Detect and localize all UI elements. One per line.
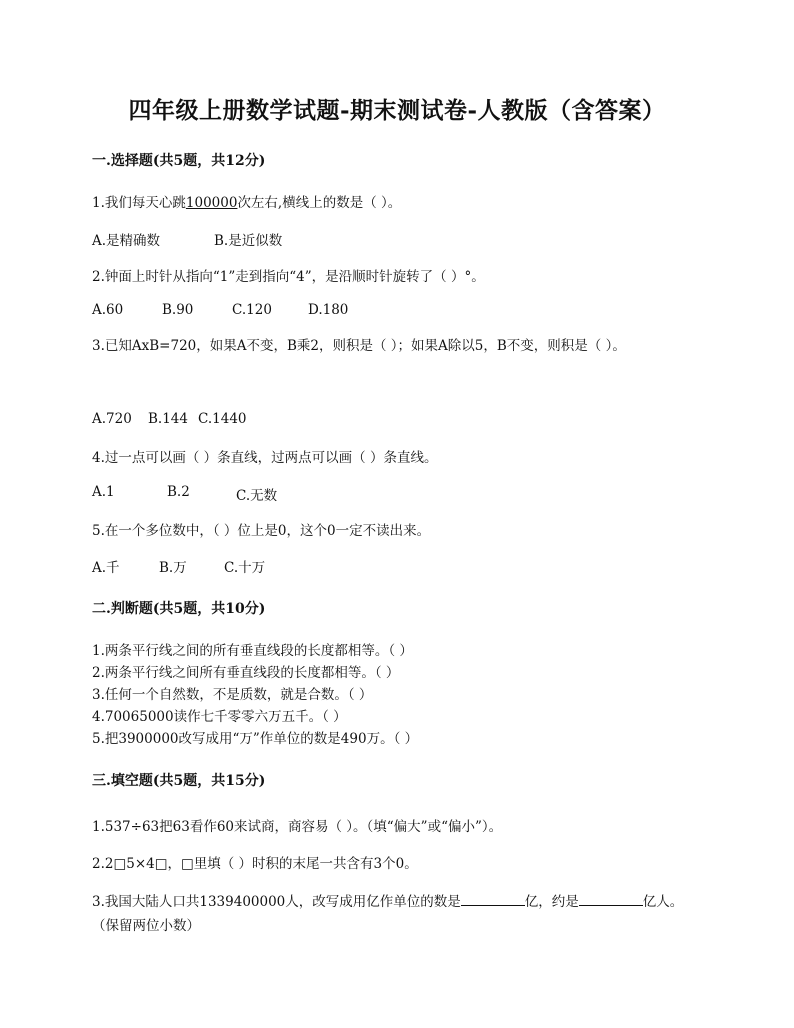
option-a: A.1 [92,484,115,500]
choice-question-1 [92,191,401,211]
choice-question-3: 3.已知AxB=720，如果A不变，B乘2，则积是（ ）；如果A除以5，B不变，则积是（ ）。 [92,338,626,354]
section-heading-fill-blank: 三.填空题(共5题，共15分) [92,773,266,789]
question-text: 亿，约是 [524,894,579,910]
option-b: B.是近似数 [214,233,283,249]
option-a: A.是精确数 [92,233,161,249]
section-heading-choice: 一.选择题(共5题，共12分) [92,153,266,169]
option-c: C.120 [232,302,272,318]
question-text: 3.我国大陆人口共1339400000人，改写成用亿作单位的数是 [92,894,461,910]
choice-question-2: 2.钟面上时针从指向“1”走到指向“4”，是沿顺时针旋转了（ ）°。 [92,269,485,285]
fill-question-3 [92,890,700,938]
question-text: 次左右,横线上的数是（ ）。 [237,195,402,211]
section-heading-judgment: 二.判断题(共5题，共10分) [92,601,266,617]
option-a: A.60 [92,302,124,318]
judgment-item: 2.两条平行线之间所有垂直线段的长度都相等。（ ） [92,665,400,681]
option-b: B.万 [159,560,187,576]
option-d: D.180 [308,302,349,318]
judgment-item: 5.把3900000改写成用“万”作单位的数是490万。（ ） [92,731,419,747]
fill-question-1: 1.537÷63把63看作60来试商，商容易（ ）。（填“偏大”或“偏小”）。 [92,819,503,835]
option-c: C.1440 [198,411,247,427]
answer-blank [579,893,643,906]
choice-question-5: 5.在一个多位数中，（ ）位上是0，这个0一定不读出来。 [92,523,431,539]
question-text: 亿人。（保留两位小数） [92,894,684,934]
option-c: C.十万 [224,560,266,576]
document-title: 四年级上册数学试题-期末测试卷-人教版（含答案） [128,97,666,124]
option-c: C.无数 [236,488,278,504]
fill-question-2: 2.2□5×4□，□里填（ ）时积的末尾一共含有3个0。 [92,856,418,872]
question-text: 1.我们每天心跳 [92,195,186,211]
option-b: B.144 [148,411,188,427]
judgment-item: 3.任何一个自然数，不是质数，就是合数。（ ） [92,687,373,703]
answer-blank [461,893,525,906]
judgment-item: 4.70065000读作七千零零六万五千。（ ） [92,709,347,725]
underlined-number: 100000 [185,195,238,211]
option-a: A.千 [92,560,120,576]
option-b: B.2 [167,484,190,500]
option-b: B.90 [162,302,194,318]
choice-question-4: 4.过一点可以画（ ）条直线，过两点可以画（ ）条直线。 [92,450,438,466]
judgment-item: 1.两条平行线之间的所有垂直线段的长度都相等。（ ） [92,643,413,659]
option-a: A.720 [92,411,132,427]
